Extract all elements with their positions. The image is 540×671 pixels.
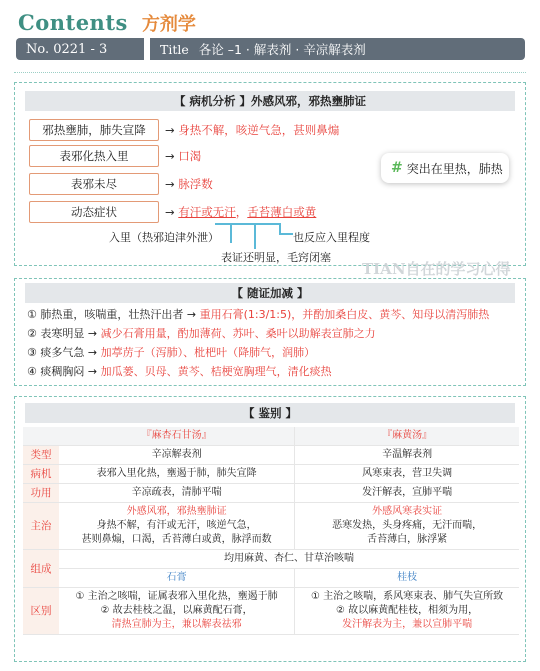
annotation-left: 入里（热邪迫津外泄） <box>109 231 219 244</box>
pathology-box: 动态症状 <box>29 201 159 223</box>
pathology-box: 表邪化热入里 <box>29 145 159 167</box>
table-row: 类型 辛凉解表剂 辛温解表剂 <box>23 446 519 465</box>
list-item: ③ 痰多气急 → 加葶苈子（泻肺）、枇杷叶（降肺气，润肺） <box>27 346 316 359</box>
pathology-result: → 身热不解，咳逆气急，甚则鼻煽 <box>165 123 340 137</box>
pathology-box: 表邪未尽 <box>29 173 159 195</box>
connector-line <box>279 233 293 235</box>
subject-title: 方剂学 <box>141 14 196 35</box>
divider <box>14 72 526 73</box>
list-item: ① 肺热重，咳喘重，壮热汗出者 → 重用石膏(1:3/1:5)，并酌加桑白皮、黄芩、知母以清泻肺热 <box>27 308 490 321</box>
table-row: 石膏 桂枝 <box>23 569 519 588</box>
note-number: No. 0221 - 3 <box>16 38 144 60</box>
compare-panel <box>14 396 526 662</box>
analysis-panel <box>14 82 526 266</box>
additions-panel <box>14 278 526 386</box>
column-header: 『麻杏石甘汤』 <box>59 427 295 446</box>
watermark: TIAN自在的学习心得 <box>362 260 511 278</box>
table-row: 区别 ① 主治之咳喘，证属表邪入里化热，壅遏于肺 ② 故去桂枝之温，以麻黄配石膏， 清热宣肺为主，兼以解表祛邪 ① 主治之咳喘，系风寒束表、肺气失宣所致 ② 故以麻黄配桂枝，相须为用， 发汗解表为主，兼以宣肺平喘 <box>23 588 519 635</box>
list-item: ② 表寒明显 → 减少石膏用量，酌加薄荷、苏叶、桑叶以助解表宣肺之力 <box>27 327 376 340</box>
column-header: 『麻黄汤』 <box>295 427 519 446</box>
compare-table <box>23 427 519 635</box>
annotation-bottom: 表证还明显，毛窍闭塞 <box>221 251 331 264</box>
page-header <box>18 10 196 36</box>
annotation-right: 也反应入里程度 <box>293 231 370 244</box>
connector-line <box>230 223 232 243</box>
title-key: Title <box>160 41 189 57</box>
pathology-box: 邪热壅肺，肺失宣降 <box>29 119 159 141</box>
table-row: 组成 均用麻黄、杏仁、甘草治咳喘 <box>23 550 519 569</box>
pathology-result: → 脉浮数 <box>165 177 213 191</box>
title-text: 各论 –1 · 解表剂 · 辛凉解表剂 <box>198 42 366 57</box>
connector-line <box>254 223 256 249</box>
pathology-result: → 有汗或无汗，舌苔薄白或黄 <box>165 205 317 219</box>
analysis-heading: 【 病机分析 】外感风邪，邪热壅肺证 <box>25 91 515 111</box>
list-item: ④ 痰稠胸闷 → 加瓜蒌、贝母、黄芩、桔梗宽胸理气，清化痰热 <box>27 365 332 378</box>
note-title-bar <box>150 38 525 60</box>
highlight-note: # 突出在里热，肺热 <box>381 153 509 183</box>
compare-heading: 【 鉴别 】 <box>25 403 515 423</box>
table-row: 病机 表邪入里化热，壅遏于肺，肺失宣降 风寒束表，营卫失调 <box>23 465 519 484</box>
table-row: 功用 辛凉疏表，清肺平喘 发汗解表，宣肺平喘 <box>23 484 519 503</box>
pathology-result: → 口渴 <box>165 149 202 163</box>
contents-title: Contents <box>18 10 128 35</box>
connector-line <box>215 223 281 225</box>
hashtag-icon: # <box>391 160 403 176</box>
table-header-row <box>23 427 519 446</box>
additions-heading: 【 随证加减 】 <box>25 283 515 303</box>
table-row: 主治 外感风邪，邪热壅肺证 身热不解，有汗或无汗，咳逆气急， 甚则鼻煽，口渴，舌苔薄白或黄，脉浮而数 外感风寒表实证 恶寒发热，头身疼痛，无汗而喘， 舌苔薄白，脉浮紧 <box>23 503 519 550</box>
